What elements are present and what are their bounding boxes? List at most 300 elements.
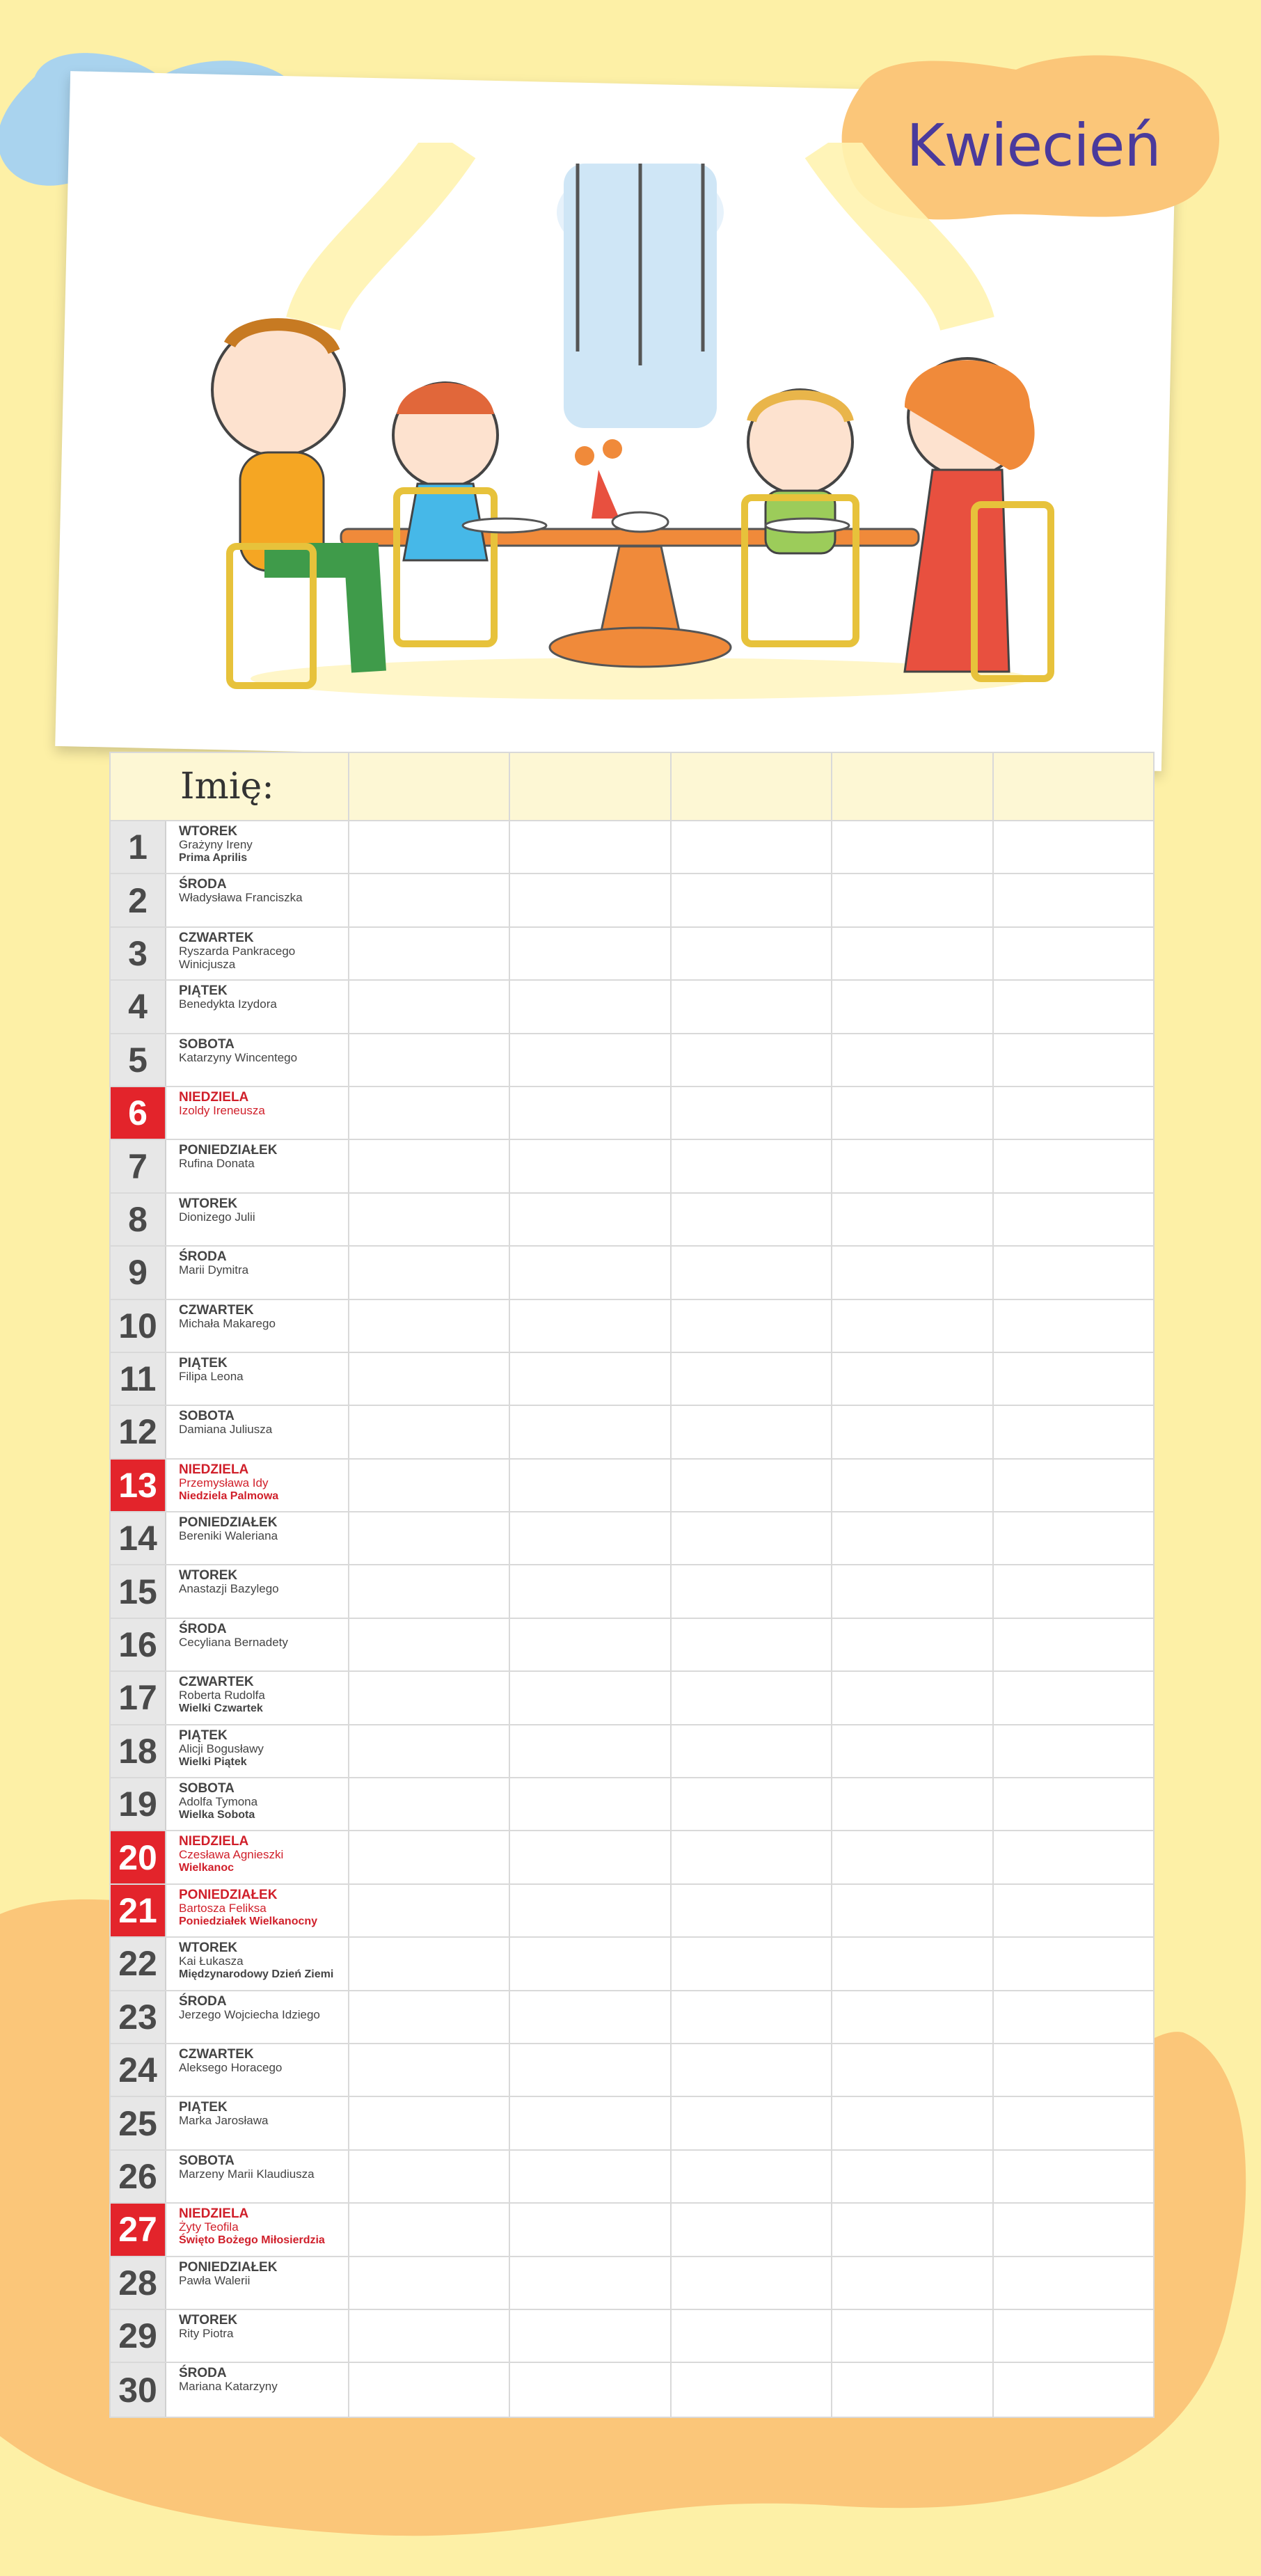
entry-cell[interactable] bbox=[510, 1512, 671, 1564]
entry-cell[interactable] bbox=[672, 928, 832, 979]
entry-cell[interactable] bbox=[349, 1300, 510, 1352]
day-number: 23 bbox=[111, 1991, 166, 2043]
entry-cell[interactable] bbox=[510, 2310, 671, 2362]
day-info bbox=[166, 2310, 349, 2362]
calendar-row bbox=[111, 1247, 1153, 1299]
weekday-label: WTOREK bbox=[179, 824, 238, 839]
day-info bbox=[166, 1034, 349, 1086]
entry-cell[interactable] bbox=[832, 1938, 993, 1989]
entry-cell[interactable] bbox=[672, 2310, 832, 2362]
entry-cell[interactable] bbox=[994, 1991, 1153, 2043]
name-days: Roberta Rudolfa bbox=[179, 1689, 265, 1702]
day-number: 7 bbox=[111, 1140, 166, 1192]
entry-cell[interactable] bbox=[672, 1087, 832, 1139]
day-number: 28 bbox=[111, 2257, 166, 2309]
weekday-label: PIĄTEK bbox=[179, 2100, 228, 2115]
entry-cell[interactable] bbox=[672, 1885, 832, 1936]
entry-cell[interactable] bbox=[832, 1778, 993, 1830]
calendar-row bbox=[111, 1512, 1153, 1565]
entry-cell[interactable] bbox=[672, 1194, 832, 1245]
day-info bbox=[166, 1194, 349, 1245]
entry-cell[interactable] bbox=[510, 2044, 671, 2096]
day-info bbox=[166, 2044, 349, 2096]
entry-cell[interactable] bbox=[994, 1512, 1153, 1564]
weekday-label: WTOREK bbox=[179, 1941, 238, 1956]
day-info bbox=[166, 1831, 349, 1883]
entry-cell[interactable] bbox=[510, 2257, 671, 2309]
name-column[interactable] bbox=[510, 753, 671, 820]
day-info bbox=[166, 2097, 349, 2149]
calendar-row bbox=[111, 1460, 1153, 1512]
name-days: Filipa Leona bbox=[179, 1369, 244, 1383]
day-info bbox=[166, 1938, 349, 1989]
entry-cell[interactable] bbox=[994, 928, 1153, 979]
name-days: Anastazji Bazylego bbox=[179, 1582, 279, 1596]
entry-cell[interactable] bbox=[510, 1619, 671, 1670]
entry-cell[interactable] bbox=[994, 1672, 1153, 1723]
name-days: Marka Jarosława bbox=[179, 2114, 269, 2128]
day-info bbox=[166, 1672, 349, 1723]
weekday-label: PIĄTEK bbox=[179, 983, 228, 999]
day-number: 11 bbox=[111, 1353, 166, 1405]
calendar-row bbox=[111, 2204, 1153, 2257]
feast-label: Święto Bożego Miłosierdzia bbox=[179, 2234, 325, 2247]
name-days: Aleksego Horacego bbox=[179, 2060, 283, 2074]
name-days: Michała Makarego bbox=[179, 1316, 276, 1330]
weekday-label: SOBOTA bbox=[179, 1409, 235, 1424]
day-info bbox=[166, 1512, 349, 1564]
calendar-row bbox=[111, 981, 1153, 1034]
entry-cell[interactable] bbox=[510, 1300, 671, 1352]
entry-cell[interactable] bbox=[994, 1725, 1153, 1777]
day-number: 9 bbox=[111, 1247, 166, 1298]
entry-cell[interactable] bbox=[349, 1406, 510, 1457]
weekday-label: PIĄTEK bbox=[179, 1728, 228, 1743]
entry-cell[interactable] bbox=[349, 1512, 510, 1564]
day-info bbox=[166, 1991, 349, 2043]
entry-cell[interactable] bbox=[832, 2257, 993, 2309]
entry-cell[interactable] bbox=[349, 1140, 510, 1192]
weekday-label: PIĄTEK bbox=[179, 1355, 228, 1370]
entry-cell[interactable] bbox=[349, 2151, 510, 2202]
calendar-row bbox=[111, 2044, 1153, 2097]
entry-cell[interactable] bbox=[832, 2044, 993, 2096]
weekday-label: ŚRODA bbox=[179, 1993, 227, 2009]
weekday-label: PONIEDZIAŁEK bbox=[179, 2259, 278, 2275]
entry-cell[interactable] bbox=[832, 1300, 993, 1352]
day-info bbox=[166, 874, 349, 926]
entry-cell[interactable] bbox=[510, 1194, 671, 1245]
name-days: Żyty Teofila bbox=[179, 2220, 239, 2234]
entry-cell[interactable] bbox=[672, 1460, 832, 1511]
day-number: 10 bbox=[111, 1300, 166, 1352]
entry-cell[interactable] bbox=[672, 1034, 832, 1086]
day-info bbox=[166, 1778, 349, 1830]
entry-cell[interactable] bbox=[672, 1672, 832, 1723]
entry-cell[interactable] bbox=[510, 1778, 671, 1830]
weekday-label: PONIEDZIAŁEK bbox=[179, 1143, 278, 1158]
day-number: 20 bbox=[111, 1831, 166, 1883]
entry-cell[interactable] bbox=[510, 2097, 671, 2149]
entry-cell[interactable] bbox=[349, 1194, 510, 1245]
entry-cell[interactable] bbox=[349, 1353, 510, 1405]
feast-label: Wielki Czwartek bbox=[179, 1702, 263, 1715]
entry-cell[interactable] bbox=[349, 2204, 510, 2255]
entry-cell[interactable] bbox=[510, 1460, 671, 1511]
day-number: 6 bbox=[111, 1087, 166, 1139]
entry-cell[interactable] bbox=[832, 2204, 993, 2255]
weekday-label: ŚRODA bbox=[179, 877, 227, 892]
feast-label: Niedziela Palmowa bbox=[179, 1490, 279, 1502]
entry-cell[interactable] bbox=[349, 1938, 510, 1989]
entry-cell[interactable] bbox=[672, 981, 832, 1032]
entry-cell[interactable] bbox=[832, 1087, 993, 1139]
weekday-label: PONIEDZIAŁEK bbox=[179, 1887, 278, 1902]
day-info bbox=[166, 981, 349, 1032]
entry-cell[interactable] bbox=[832, 1353, 993, 1405]
calendar-row bbox=[111, 928, 1153, 981]
calendar-row bbox=[111, 1778, 1153, 1831]
entry-cell[interactable] bbox=[510, 928, 671, 979]
entry-cell[interactable] bbox=[832, 2310, 993, 2362]
family-dinner-illustration bbox=[188, 143, 1093, 700]
entry-cell[interactable] bbox=[510, 1034, 671, 1086]
feast-label: Poniedziałek Wielkanocny bbox=[179, 1915, 318, 1927]
entry-cell[interactable] bbox=[349, 1565, 510, 1617]
entry-cell[interactable] bbox=[349, 2310, 510, 2362]
weekday-label: SOBOTA bbox=[179, 1036, 235, 1052]
entry-cell[interactable] bbox=[832, 1140, 993, 1192]
entry-cell[interactable] bbox=[672, 2257, 832, 2309]
entry-cell[interactable] bbox=[672, 1512, 832, 1564]
entry-cell[interactable] bbox=[510, 2151, 671, 2202]
day-info bbox=[166, 928, 349, 979]
entry-cell[interactable] bbox=[672, 2363, 832, 2416]
weekday-label: WTOREK bbox=[179, 1568, 238, 1583]
name-days: Izoldy Ireneusza bbox=[179, 1103, 265, 1117]
day-number: 15 bbox=[111, 1565, 166, 1617]
entry-cell[interactable] bbox=[832, 2097, 993, 2149]
entry-cell[interactable] bbox=[349, 1725, 510, 1777]
weekday-label: ŚRODA bbox=[179, 2366, 227, 2381]
calendar-row bbox=[111, 1672, 1153, 1725]
entry-cell[interactable] bbox=[672, 1991, 832, 2043]
day-number: 14 bbox=[111, 1512, 166, 1564]
entry-cell[interactable] bbox=[349, 2097, 510, 2149]
day-info bbox=[166, 1565, 349, 1617]
entry-cell[interactable] bbox=[510, 1831, 671, 1883]
calendar-row bbox=[111, 2310, 1153, 2363]
day-info bbox=[166, 1300, 349, 1352]
entry-cell[interactable] bbox=[510, 1725, 671, 1777]
entry-cell[interactable] bbox=[994, 1406, 1153, 1457]
day-number: 1 bbox=[111, 821, 166, 873]
entry-cell[interactable] bbox=[832, 1725, 993, 1777]
entry-cell[interactable] bbox=[672, 1300, 832, 1352]
entry-cell[interactable] bbox=[994, 1619, 1153, 1670]
day-number: 16 bbox=[111, 1619, 166, 1670]
entry-cell[interactable] bbox=[672, 2151, 832, 2202]
entry-cell[interactable] bbox=[832, 981, 993, 1032]
entry-cell[interactable] bbox=[994, 1565, 1153, 1617]
entry-cell[interactable] bbox=[832, 1247, 993, 1298]
day-info bbox=[166, 2363, 349, 2416]
day-number: 24 bbox=[111, 2044, 166, 2096]
entry-cell[interactable] bbox=[994, 1300, 1153, 1352]
entry-cell[interactable] bbox=[832, 1672, 993, 1723]
entry-cell[interactable] bbox=[832, 1885, 993, 1936]
name-days: Dionizego Julii bbox=[179, 1210, 255, 1224]
calendar-row bbox=[111, 2363, 1153, 2416]
calendar-row bbox=[111, 874, 1153, 927]
entry-cell[interactable] bbox=[994, 1831, 1153, 1883]
weekday-label: NIEDZIELA bbox=[179, 1089, 249, 1105]
day-info bbox=[166, 1087, 349, 1139]
weekday-label: CZWARTEK bbox=[179, 1302, 254, 1318]
entry-cell[interactable] bbox=[672, 1831, 832, 1883]
weekday-label: NIEDZIELA bbox=[179, 1462, 249, 1477]
name-days: Marii Dymitra bbox=[179, 1263, 249, 1277]
calendar-row bbox=[111, 1087, 1153, 1140]
day-info bbox=[166, 1247, 349, 1298]
day-info bbox=[166, 1885, 349, 1936]
day-number: 3 bbox=[111, 928, 166, 979]
name-days: Katarzyny Wincentego bbox=[179, 1050, 298, 1064]
entry-cell[interactable] bbox=[349, 874, 510, 926]
entry-cell[interactable] bbox=[349, 1247, 510, 1298]
day-info bbox=[166, 821, 349, 873]
calendar-row bbox=[111, 1831, 1153, 1884]
name-days: Damiana Juliusza bbox=[179, 1423, 273, 1437]
entry-cell[interactable] bbox=[349, 1034, 510, 1086]
entry-cell[interactable] bbox=[994, 874, 1153, 926]
entry-cell[interactable] bbox=[672, 1406, 832, 1457]
calendar-header bbox=[111, 753, 1153, 821]
entry-cell[interactable] bbox=[832, 2363, 993, 2416]
entry-cell[interactable] bbox=[832, 1194, 993, 1245]
weekday-label: PONIEDZIAŁEK bbox=[179, 1515, 278, 1531]
day-info bbox=[166, 1353, 349, 1405]
entry-cell[interactable] bbox=[510, 2204, 671, 2255]
entry-cell[interactable] bbox=[672, 2044, 832, 2096]
entry-cell[interactable] bbox=[349, 981, 510, 1032]
entry-cell[interactable] bbox=[994, 1247, 1153, 1298]
feast-label: Wielka Sobota bbox=[179, 1809, 255, 1822]
day-info bbox=[166, 2151, 349, 2202]
entry-cell[interactable] bbox=[672, 874, 832, 926]
entry-cell[interactable] bbox=[994, 2363, 1153, 2416]
entry-cell[interactable] bbox=[672, 1938, 832, 1989]
day-number: 19 bbox=[111, 1778, 166, 1830]
entry-cell[interactable] bbox=[510, 1087, 671, 1139]
entry-cell[interactable] bbox=[349, 928, 510, 979]
entry-cell[interactable] bbox=[994, 2097, 1153, 2149]
entry-cell[interactable] bbox=[672, 1619, 832, 1670]
weekday-label: WTOREK bbox=[179, 1196, 238, 1211]
calendar-row bbox=[111, 1991, 1153, 2044]
entry-cell[interactable] bbox=[832, 1831, 993, 1883]
entry-cell[interactable] bbox=[510, 1672, 671, 1723]
entry-cell[interactable] bbox=[994, 2310, 1153, 2362]
weekday-label: CZWARTEK bbox=[179, 2046, 254, 2062]
name-days: Ryszarda Pankracego Winicjusza bbox=[179, 944, 296, 971]
calendar-row bbox=[111, 1565, 1153, 1618]
name-column[interactable] bbox=[349, 753, 510, 820]
entry-cell[interactable] bbox=[832, 928, 993, 979]
entry-cell[interactable] bbox=[994, 2151, 1153, 2202]
entry-cell[interactable] bbox=[994, 1140, 1153, 1192]
entry-cell[interactable] bbox=[672, 1247, 832, 1298]
name-days: Przemysława Idy bbox=[179, 1476, 269, 1490]
feast-label: Międzynarodowy Dzień Ziemi bbox=[179, 1968, 334, 1981]
entry-cell[interactable] bbox=[994, 1938, 1153, 1989]
month-title: Kwiecień bbox=[906, 111, 1161, 180]
weekday-label: SOBOTA bbox=[179, 2153, 235, 2168]
entry-cell[interactable] bbox=[510, 1247, 671, 1298]
entry-cell[interactable] bbox=[832, 821, 993, 873]
day-info bbox=[166, 1725, 349, 1777]
entry-cell[interactable] bbox=[349, 1991, 510, 2043]
calendar-row bbox=[111, 1938, 1153, 1991]
entry-cell[interactable] bbox=[510, 1353, 671, 1405]
name-label: Imię: bbox=[111, 753, 349, 820]
day-number: 26 bbox=[111, 2151, 166, 2202]
entry-cell[interactable] bbox=[510, 2363, 671, 2416]
entry-cell[interactable] bbox=[994, 2204, 1153, 2255]
calendar-table bbox=[109, 752, 1155, 2418]
name-days: Grażyny Ireny bbox=[179, 838, 253, 851]
entry-cell[interactable] bbox=[994, 1194, 1153, 1245]
calendar-row bbox=[111, 821, 1153, 874]
day-number: 8 bbox=[111, 1194, 166, 1245]
entry-cell[interactable] bbox=[510, 1885, 671, 1936]
day-info bbox=[166, 2204, 349, 2255]
calendar-row bbox=[111, 1885, 1153, 1938]
name-column[interactable] bbox=[672, 753, 832, 820]
entry-cell[interactable] bbox=[349, 1619, 510, 1670]
entry-cell[interactable] bbox=[994, 1353, 1153, 1405]
entry-cell[interactable] bbox=[832, 2151, 993, 2202]
entry-cell[interactable] bbox=[510, 1140, 671, 1192]
calendar-row bbox=[111, 1619, 1153, 1672]
name-days: Mariana Katarzyny bbox=[179, 2380, 278, 2394]
entry-cell[interactable] bbox=[672, 1353, 832, 1405]
entry-cell[interactable] bbox=[994, 1885, 1153, 1936]
entry-cell[interactable] bbox=[672, 1778, 832, 1830]
entry-cell[interactable] bbox=[994, 1460, 1153, 1511]
entry-cell[interactable] bbox=[349, 2257, 510, 2309]
entry-cell[interactable] bbox=[349, 2363, 510, 2416]
name-days: Alicji Bogusławy bbox=[179, 1741, 264, 1755]
name-days: Pawła Walerii bbox=[179, 2273, 251, 2287]
weekday-label: NIEDZIELA bbox=[179, 1834, 249, 1849]
calendar-row bbox=[111, 1034, 1153, 1087]
entry-cell[interactable] bbox=[832, 1512, 993, 1564]
entry-cell[interactable] bbox=[349, 1885, 510, 1936]
entry-cell[interactable] bbox=[349, 2044, 510, 2096]
name-column[interactable] bbox=[832, 753, 993, 820]
entry-cell[interactable] bbox=[349, 1460, 510, 1511]
weekday-label: CZWARTEK bbox=[179, 930, 254, 945]
entry-cell[interactable] bbox=[994, 1778, 1153, 1830]
feast-label: Wielkanoc bbox=[179, 1862, 234, 1874]
entry-cell[interactable] bbox=[349, 1087, 510, 1139]
entry-cell[interactable] bbox=[994, 1087, 1153, 1139]
entry-cell[interactable] bbox=[672, 2204, 832, 2255]
entry-cell[interactable] bbox=[672, 1565, 832, 1617]
calendar-row bbox=[111, 1300, 1153, 1353]
name-column[interactable] bbox=[994, 753, 1153, 820]
name-days: Czesława Agnieszki bbox=[179, 1848, 284, 1862]
entry-cell[interactable] bbox=[832, 1460, 993, 1511]
calendar-row bbox=[111, 1725, 1153, 1778]
calendar-row bbox=[111, 2097, 1153, 2150]
entry-cell[interactable] bbox=[832, 874, 993, 926]
entry-cell[interactable] bbox=[510, 874, 671, 926]
entry-cell[interactable] bbox=[672, 1725, 832, 1777]
calendar-row bbox=[111, 1353, 1153, 1406]
calendar-row bbox=[111, 2151, 1153, 2204]
entry-cell[interactable] bbox=[994, 1034, 1153, 1086]
name-days: Benedykta Izydora bbox=[179, 997, 277, 1011]
day-number: 13 bbox=[111, 1460, 166, 1511]
entry-cell[interactable] bbox=[994, 2257, 1153, 2309]
entry-cell[interactable] bbox=[510, 981, 671, 1032]
weekday-label: ŚRODA bbox=[179, 1621, 227, 1636]
day-info bbox=[166, 2257, 349, 2309]
entry-cell[interactable] bbox=[832, 1619, 993, 1670]
entry-cell[interactable] bbox=[672, 1140, 832, 1192]
day-number: 2 bbox=[111, 874, 166, 926]
day-info bbox=[166, 1140, 349, 1192]
entry-cell[interactable] bbox=[672, 821, 832, 873]
entry-cell[interactable] bbox=[510, 1406, 671, 1457]
entry-cell[interactable] bbox=[994, 2044, 1153, 2096]
day-number: 18 bbox=[111, 1725, 166, 1777]
name-days: Bartosza Feliksa bbox=[179, 1901, 267, 1915]
entry-cell[interactable] bbox=[832, 1991, 993, 2043]
calendar-row bbox=[111, 1406, 1153, 1459]
calendar-row bbox=[111, 1140, 1153, 1193]
day-info bbox=[166, 1406, 349, 1457]
entry-cell[interactable] bbox=[510, 1991, 671, 2043]
name-days: Bereniki Waleriana bbox=[179, 1529, 278, 1543]
entry-cell[interactable] bbox=[349, 1672, 510, 1723]
day-number: 30 bbox=[111, 2363, 166, 2416]
name-days: Adolfa Tymona bbox=[179, 1795, 258, 1809]
calendar-row bbox=[111, 2257, 1153, 2310]
entry-cell[interactable] bbox=[349, 1831, 510, 1883]
weekday-label: WTOREK bbox=[179, 2312, 238, 2328]
entry-cell[interactable] bbox=[510, 1565, 671, 1617]
entry-cell[interactable] bbox=[510, 821, 671, 873]
entry-cell[interactable] bbox=[349, 1778, 510, 1830]
day-number: 17 bbox=[111, 1672, 166, 1723]
entry-cell[interactable] bbox=[672, 2097, 832, 2149]
entry-cell[interactable] bbox=[994, 981, 1153, 1032]
calendar-row bbox=[111, 1194, 1153, 1247]
entry-cell[interactable] bbox=[510, 1938, 671, 1989]
entry-cell[interactable] bbox=[994, 821, 1153, 873]
entry-cell[interactable] bbox=[832, 1565, 993, 1617]
day-number: 21 bbox=[111, 1885, 166, 1936]
name-days: Marzeny Marii Klaudiusza bbox=[179, 2167, 315, 2181]
entry-cell[interactable] bbox=[349, 821, 510, 873]
weekday-label: CZWARTEK bbox=[179, 1675, 254, 1690]
name-days: Rity Piotra bbox=[179, 2326, 234, 2340]
entry-cell[interactable] bbox=[832, 1034, 993, 1086]
entry-cell[interactable] bbox=[832, 1406, 993, 1457]
